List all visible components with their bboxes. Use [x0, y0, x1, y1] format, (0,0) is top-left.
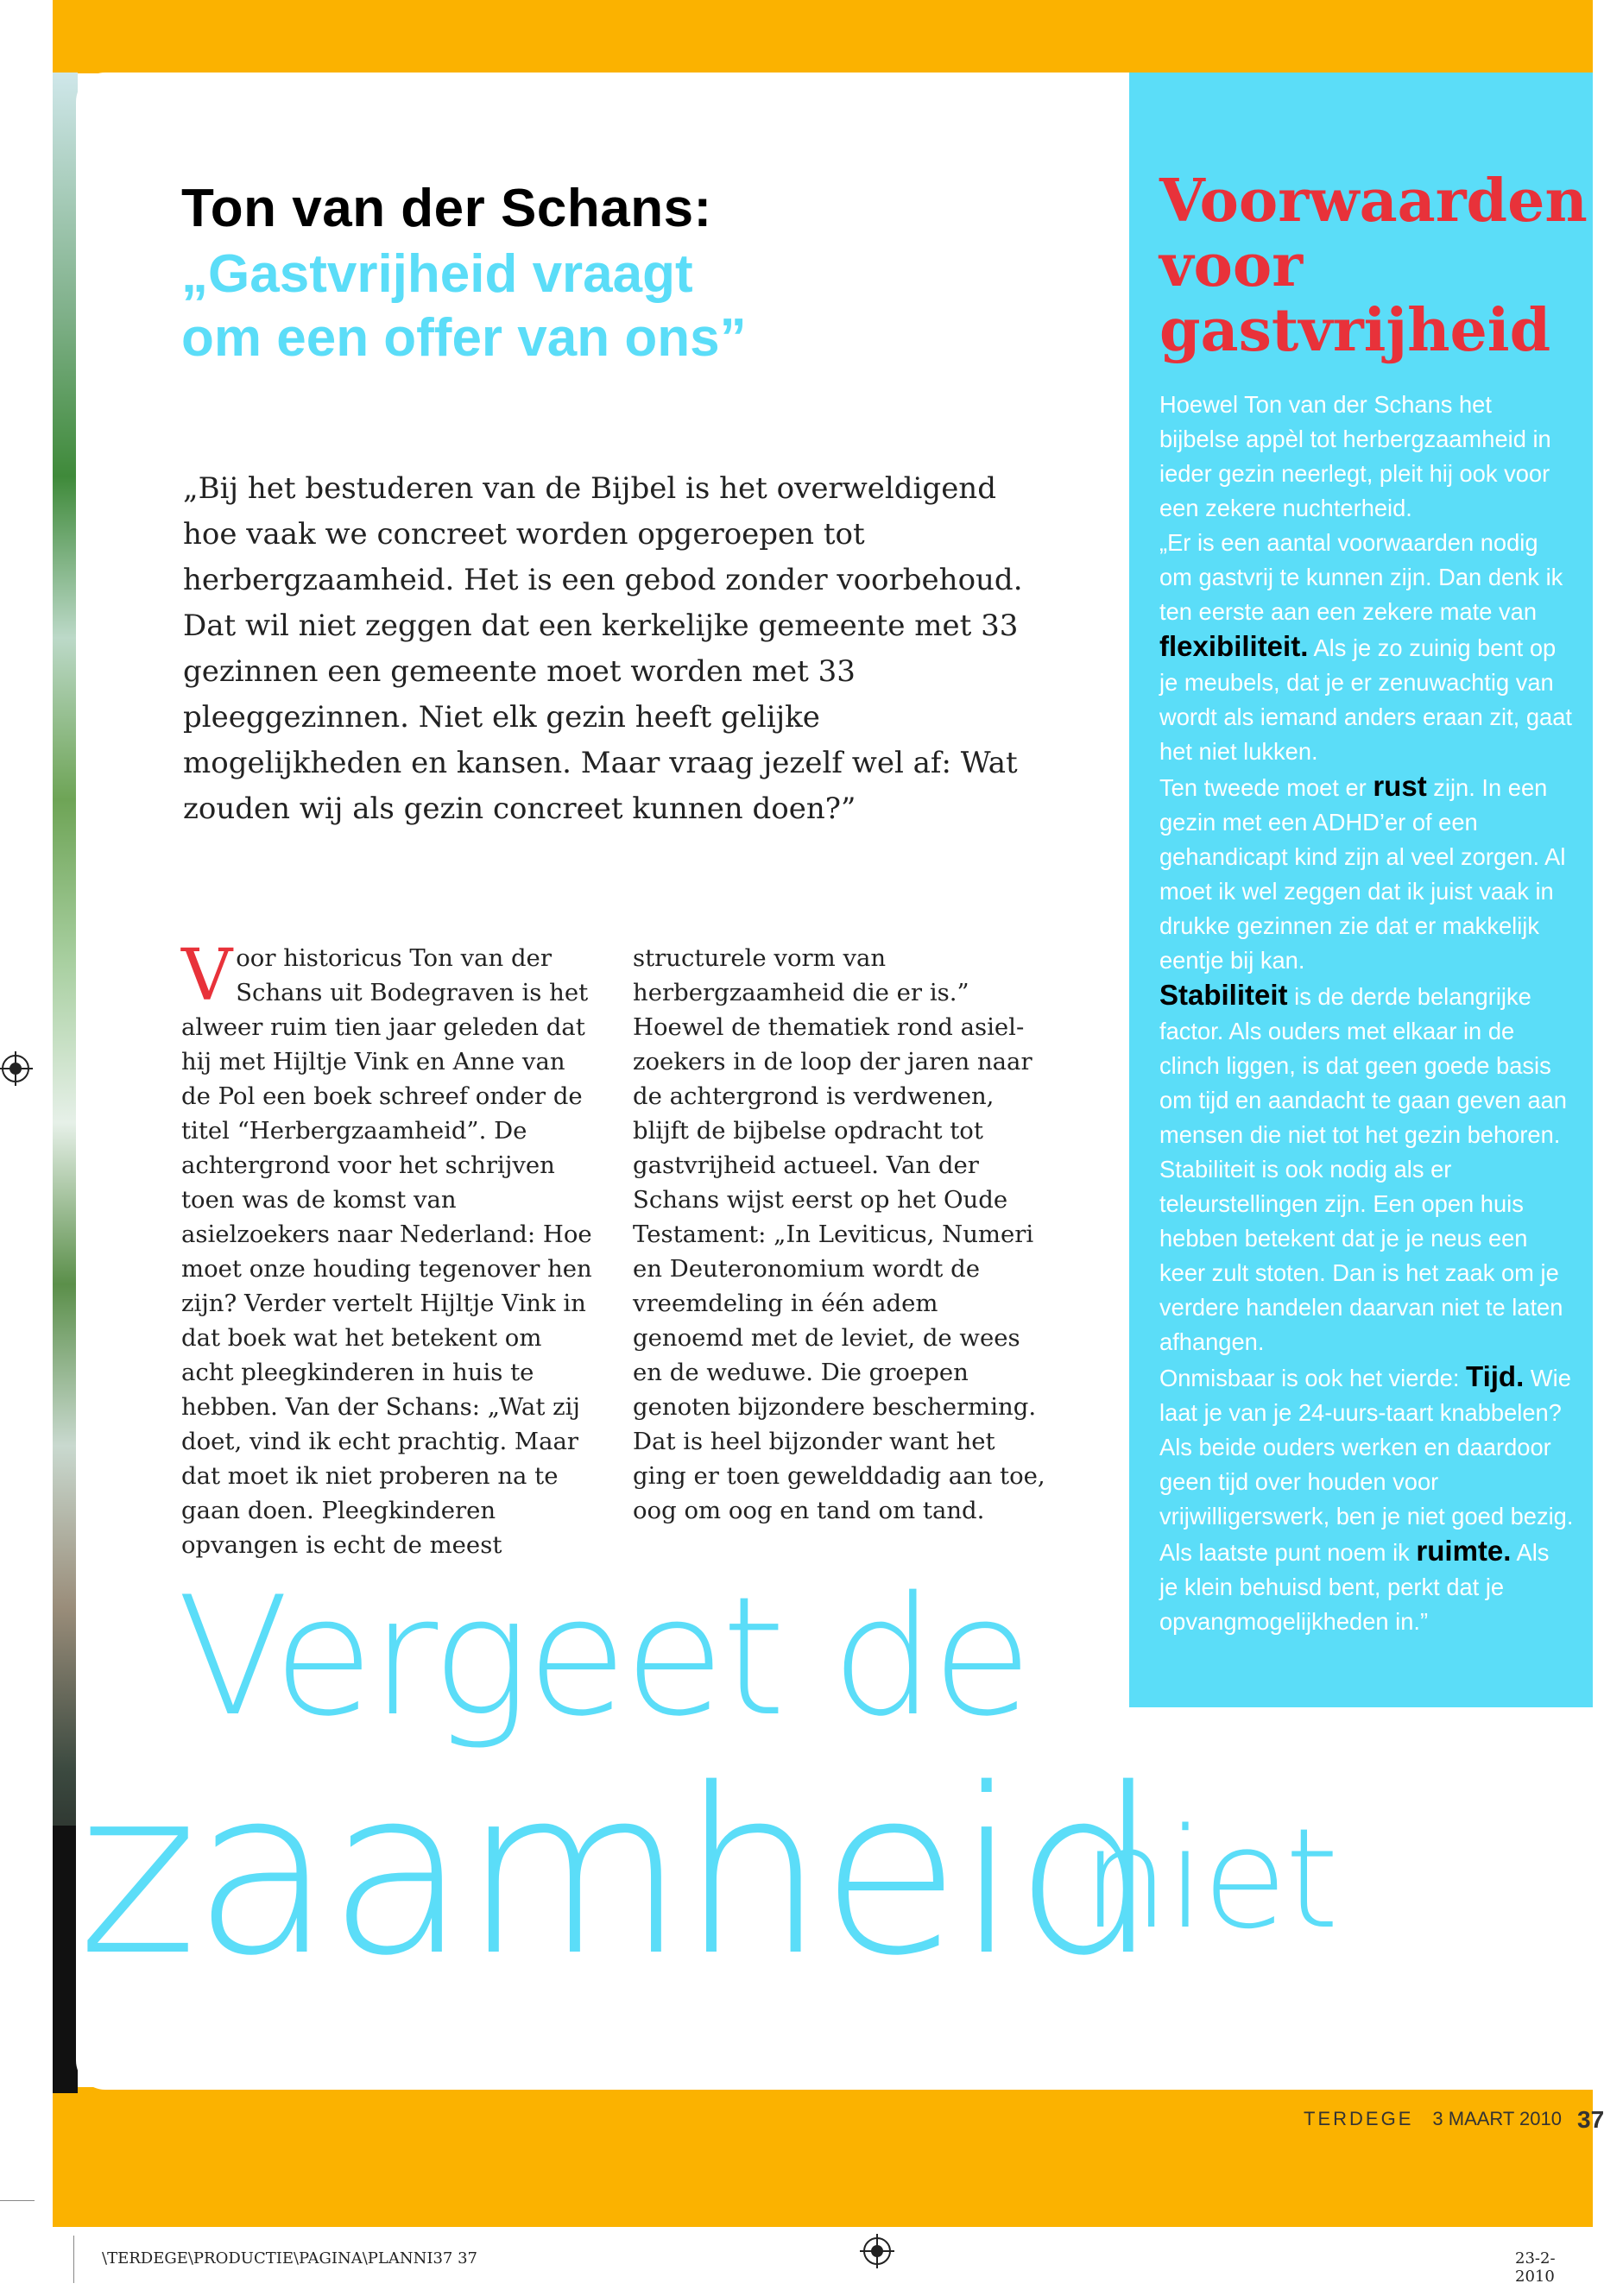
column-text: oor historicus Ton van der Schans uit Bodegraven is het alweer ruim tien jaar geleden dat hij met Hijltje Vink en Anne van de Pol een boek schreef onder de titel “Herbergzaamheid”. De achtergrond voor het schrijven toen was de komst van asielzoekers naar Nederland: Hoe moet onze houding tegenover hen zijn? Verder vertelt Hijltje Vink in dat boek wat het betekent om acht pleegkinderen in huis te hebben. Van der Schans: „Wat zij doet, vind ik echt prachtig. Maar dat moet ik niet proberen na te gaan doen. Pleegkinderen opvangen is echt de meest	[181, 944, 592, 1559]
keyword-flexibiliteit: flexibiliteit.	[1159, 630, 1309, 662]
column-paragraph: Hoewel de thematiek rond asielzoekers in de loop der jaren naar de achtergrond is verdwenen, blijft de bijbelse opdracht tot gastvrijheid actueel. Van der Schans wijst eerst op het Oude Testament: „In Leviticus, Numeri en Deuteronomium wordt de vreemdeling in één adem genoemd met de leviet, de wees en de weduwe. Die groepen genoten bijzondere bescherming. Dat is heel bijzonder want het ging er toen gewelddadig aan toe, oog om oog en tand om tand.	[633, 1013, 1045, 1524]
sidebar-text: Wie laat je van je 24-uurs-taart knabbelen? Als beide ouders werken en daardoor geen tijd over houden voor vrijwilligerswerk, ben je niet goed bezig.	[1159, 1365, 1574, 1530]
sidebar-title-line: gastvrijheid	[1159, 296, 1551, 365]
sidebar-paragraph	[1159, 1359, 1574, 1534]
keyword-stabiliteit: Stabiliteit	[1159, 979, 1288, 1011]
sidebar-paragraph	[1159, 769, 1574, 978]
folio	[1304, 2106, 1604, 2134]
sidebar-text: Onmisbaar is ook het vierde:	[1159, 1365, 1460, 1391]
registration-mark-icon	[2, 1055, 29, 1082]
keyword-tijd: Tijd.	[1466, 1360, 1525, 1392]
top-color-band	[53, 0, 1593, 73]
headline-name: Ton van der Schans:	[181, 179, 712, 238]
slug-path: \TERDEGE\PRODUCTIE\PAGINA\PLANNI37 37	[102, 2249, 477, 2268]
drop-cap: V	[181, 935, 233, 1017]
sidebar-text: Als je klein behuisd bent, perkt dat je opvangmogelijkheden in.”	[1159, 1539, 1550, 1635]
sidebar-text: Als je zo zuinig bent op je meubels, dat je er zenuwachtig van wordt als iemand anders eraan zit, gaat het niet lukken.	[1159, 634, 1572, 765]
article-column-left	[181, 935, 596, 1562]
sidebar-text: „Er is een aantal voorwaarden nodig om gastvrij te kunnen zijn. Dan denk ik ten eerste aan een zekere mate van	[1159, 529, 1563, 625]
photo-strip	[53, 73, 78, 2092]
sidebar-text: Als laatste punt noem ik	[1159, 1539, 1410, 1566]
sidebar-title-line: Voorwaarden	[1159, 167, 1588, 236]
sidebar-paragraph	[1159, 526, 1574, 769]
article-column-right	[633, 941, 1056, 1528]
sidebar-paragraph: Hoewel Ton van der Schans het bijbelse appèl tot herbergzaamheid in ieder gezin neerlegt, pleit hij ook voor een zekere nuchterheid.	[1159, 391, 1551, 521]
sidebar-text: Ten tweede moet er	[1159, 774, 1367, 801]
slug-date: 23-2-2010	[1515, 2249, 1556, 2286]
registration-mark-icon	[863, 2237, 891, 2265]
column-paragraph: structurele vorm van herbergzaamheid die er is.”	[633, 944, 969, 1006]
keyword-ruimte: ruimte.	[1416, 1535, 1512, 1567]
display-line-2: zaamheid	[78, 1740, 1154, 2006]
display-line-3: niet	[1082, 1798, 1337, 1959]
headline-quote: om een offer van ons”	[181, 308, 747, 368]
sidebar-text: is de derde belangrijke factor. Als ouders met elkaar in de clinch liggen, is dat geen goede basis om tijd en aandacht te gaan geven aan mensen die niet tot het gezin behoren. Stabiliteit is ook nodig als er teleurstellingen zijn. Een open huis hebben betekent dat je je neus een keer zult stoten. Dan is het zaak om je verdere handelen daarvan niet te laten afhangen.	[1159, 983, 1567, 1355]
sidebar-paragraph	[1159, 1534, 1574, 1639]
sidebar-title	[1159, 169, 1591, 363]
display-line-1: Vergeet de	[177, 1561, 1030, 1752]
keyword-rust: rust	[1373, 770, 1427, 802]
sidebar-paragraph	[1159, 978, 1574, 1359]
intro-quote: „Bij het bestuderen van de Bijbel is het overweldigend hoe vaak we concreet worden opgeroepen tot herbergzaamheid. Het is een gebod zonder voorbehoud. Dat wil niet zeggen dat een kerkelijke gemeente met 33 gezinnen een gemeente moet worden met 33 pleeggezinnen. Niet elk gezin heeft gelijke mogelijkheden en kansen. Maar vraag jezelf wel af: Wat zouden wij als gezin concreet kunnen doen?”	[183, 471, 1023, 826]
crop-mark	[0, 2200, 35, 2201]
sidebar-title-line: voor	[1159, 231, 1304, 300]
crop-mark	[73, 2236, 74, 2283]
folio-date: 3 MAART 2010	[1432, 2108, 1562, 2129]
folio-magazine: TERDEGE	[1304, 2108, 1414, 2129]
folio-page-number: 37	[1577, 2106, 1604, 2133]
photo-strip-dark	[53, 1826, 78, 2093]
sidebar-text: zijn. In een gezin met een ADHD’er of een gehandicapt kind zijn al veel zorgen. Al moet ik wel zeggen dat ik juist vaak in drukke gezinnen zie dat er makkelijk eentje bij kan.	[1159, 774, 1566, 974]
sidebar-body	[1159, 388, 1574, 1639]
headline-quote: „Gastvrijheid vraagt	[181, 244, 693, 304]
